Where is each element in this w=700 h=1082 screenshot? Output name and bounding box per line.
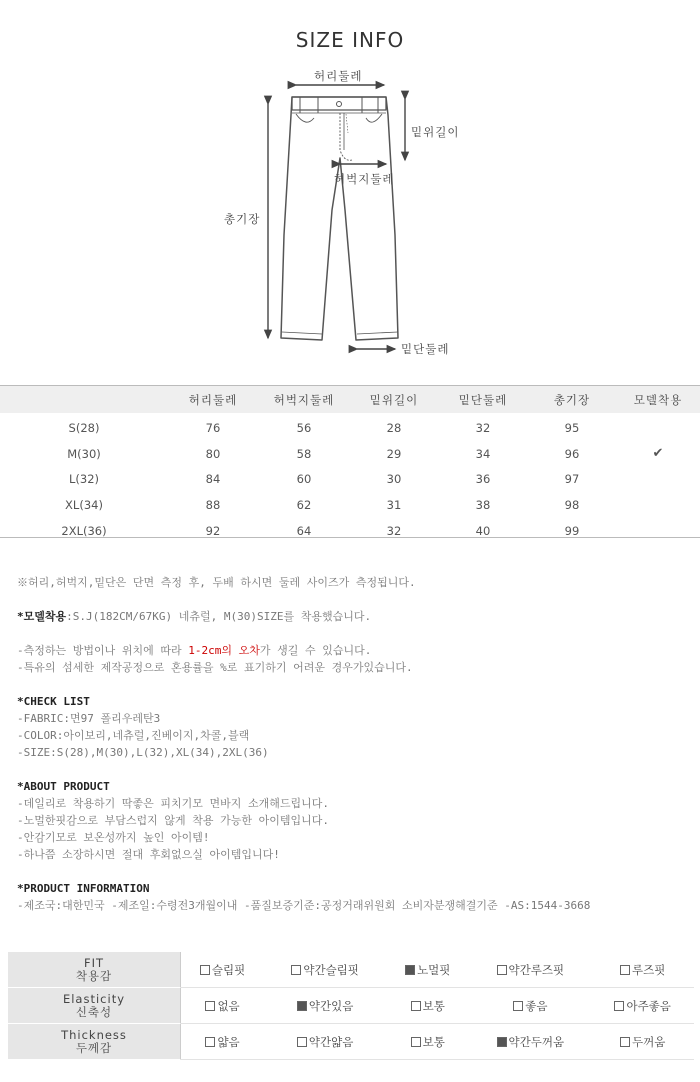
error-text: -측정하는 방법이나 위치에 따라 (17, 644, 189, 657)
rise-label: 밑위길이 (411, 125, 460, 139)
fit-option (591, 1024, 694, 1060)
fit-option (591, 988, 694, 1024)
fit-option (591, 952, 694, 988)
info-line: -제조국:대한민국 -제조일:수령전3개월이내 -품질보증기준:공정거래위원회 소비자분쟁해결기준 -AS:1544-3668 (17, 899, 591, 912)
fit-option-label: 두꺼움 (632, 1034, 666, 1049)
waist-cell: 84 (205, 472, 221, 487)
page-title: SIZE INFO (295, 28, 405, 52)
about-line: -노멀한핏감으로 부담스럽지 않게 착용 가능한 아이템입니다. (17, 814, 330, 827)
fit-option (264, 988, 386, 1024)
unchecked-box-icon (497, 965, 507, 975)
checked-box-icon (405, 965, 415, 975)
fit-row-label (8, 952, 181, 988)
rise-cell: 31 (386, 498, 402, 513)
fit-option-label: 약간두꺼움 (508, 1034, 565, 1049)
hem-cell: 32 (475, 420, 491, 435)
thigh-cell: 58 (296, 446, 312, 461)
error-note (17, 642, 687, 659)
model-cell (616, 492, 700, 518)
fit-option-label: 슬림핏 (211, 962, 246, 977)
fit-option-label: 보통 (422, 1034, 445, 1049)
waist-cell: 80 (205, 446, 221, 461)
length-cell: 98 (564, 498, 580, 513)
thigh-cell: 62 (296, 498, 312, 513)
model-cell (616, 413, 700, 441)
size-cell: L(32) (68, 472, 99, 487)
label-ko: 신축성 (75, 1004, 113, 1019)
checked-box-icon (297, 1001, 307, 1011)
hem-cell: 40 (475, 524, 491, 539)
length-cell: 96 (564, 446, 580, 461)
header-cell: 허리둘레 (168, 386, 258, 414)
info-heading: *PRODUCT INFORMATION (17, 882, 150, 895)
fit-option (386, 1024, 469, 1060)
label-ko: 두께감 (75, 1040, 113, 1055)
rise-cell: 32 (386, 524, 402, 539)
unchecked-box-icon (411, 1037, 421, 1047)
measure-note: ※허리,허벅지,밑단은 단면 측정 후, 두배 하시면 둘레 사이즈가 측정됩니다. (17, 576, 416, 589)
hem-cell: 34 (475, 446, 491, 461)
size-cell: XL(34) (65, 498, 103, 513)
table-row (0, 467, 700, 493)
unchecked-box-icon (297, 1037, 307, 1047)
size-cell: S(28) (68, 420, 100, 435)
about-line: -안감기모로 보온성까지 높인 아이템! (17, 831, 210, 844)
label-en: Elasticity (62, 991, 126, 1006)
fit-option-label: 노멀핏 (417, 962, 451, 977)
header-cell: 밑위길이 (350, 386, 438, 414)
waist-cell: 76 (205, 420, 221, 435)
size-table-header (0, 386, 700, 414)
about-line: -하나쯤 소장하시면 절대 후회없으실 아이템입니다! (17, 848, 280, 861)
error-highlight: 1-2cm의 오차 (188, 644, 260, 657)
fit-option (264, 1024, 386, 1060)
model-text: :S.J(182CM/67KG) 네츄럴, M(30)SIZE를 착용했습니다. (66, 610, 372, 623)
length-label: 총기장 (224, 212, 261, 226)
fit-option (386, 952, 469, 988)
size-cell: M(30) (67, 446, 101, 461)
fit-option-label: 약간루즈핏 (508, 962, 565, 977)
blend-note: -특유의 섬세한 제작공정으로 혼용률을 %로 표기하기 어려운 경우가있습니다. (17, 661, 413, 674)
fit-option (469, 952, 591, 988)
fit-option-label: 루즈핏 (632, 962, 666, 977)
hem-cell: 36 (475, 472, 491, 487)
size-line: -SIZE:S(28),M(30),L(32),XL(34),2XL(36) (17, 746, 269, 759)
fit-option (264, 952, 386, 988)
header-cell: 모델착용 (616, 386, 700, 414)
about-heading: *ABOUT PRODUCT (17, 780, 110, 793)
fit-option (469, 988, 591, 1024)
rise-cell: 30 (386, 472, 402, 487)
length-cell: 97 (564, 472, 580, 487)
fit-table (8, 952, 694, 1060)
unchecked-box-icon (200, 965, 210, 975)
fit-option (469, 1024, 591, 1060)
label-ko: 착용감 (75, 968, 113, 983)
fit-row-label (8, 1024, 181, 1060)
waist-cell: 92 (205, 524, 221, 539)
hem-label: 밑단둘레 (401, 342, 450, 356)
model-heading: *모델착용 (17, 610, 67, 623)
table-row (0, 413, 700, 441)
fit-row (8, 952, 694, 988)
fit-row-label (8, 988, 181, 1024)
header-cell: 총기장 (528, 386, 616, 414)
length-cell: 95 (564, 420, 580, 435)
divider (0, 537, 700, 538)
thigh-label: 허벅지둘레 (334, 172, 395, 186)
label-en: FIT (83, 955, 105, 970)
fit-option (386, 988, 469, 1024)
unchecked-box-icon (620, 965, 630, 975)
fit-option-label: 좋음 (525, 998, 548, 1013)
fit-option (181, 1024, 264, 1060)
unchecked-box-icon (614, 1001, 624, 1011)
error-text-end: 가 생길 수 있습니다. (259, 644, 372, 657)
thigh-cell: 56 (296, 420, 312, 435)
header-cell (0, 386, 168, 414)
model-cell (616, 518, 700, 547)
table-row (0, 492, 700, 518)
fit-option (181, 988, 264, 1024)
unchecked-box-icon (205, 1037, 215, 1047)
size-table (0, 385, 700, 547)
model-check-icon: ✔ (652, 446, 664, 462)
rise-cell: 28 (386, 420, 402, 435)
pants-outline (281, 97, 398, 340)
waist-label: 허리둘레 (314, 69, 363, 83)
product-notes (17, 574, 687, 914)
fit-option-label: 아주좋음 (626, 998, 671, 1013)
fit-option-label: 없음 (217, 998, 240, 1013)
model-cell (616, 467, 700, 493)
header-cell: 허벅지둘레 (258, 386, 350, 414)
unchecked-box-icon (291, 965, 301, 975)
checked-box-icon (497, 1037, 507, 1047)
unchecked-box-icon (513, 1001, 523, 1011)
unchecked-box-icon (205, 1001, 215, 1011)
fit-row (8, 988, 694, 1024)
fit-row (8, 1024, 694, 1060)
header-cell: 밑단둘레 (438, 386, 528, 414)
fit-option-label: 약간슬림핏 (303, 962, 359, 977)
thigh-cell: 64 (296, 524, 312, 539)
fabric-line: -FABRIC:면97 폴리우레탄3 (17, 712, 161, 725)
fit-option-label: 약간있음 (308, 998, 354, 1013)
check-list-heading: *CHECK LIST (17, 695, 90, 708)
table-row (0, 441, 700, 467)
size-cell: 2XL(36) (61, 524, 107, 539)
hem-cell: 38 (475, 498, 491, 513)
fit-option-label: 약간얇음 (308, 1034, 354, 1049)
length-cell: 99 (564, 524, 580, 539)
fit-option-label: 얇음 (217, 1034, 240, 1049)
label-en: Thickness (61, 1027, 127, 1042)
waist-cell: 88 (205, 498, 221, 513)
table-row (0, 518, 700, 547)
unchecked-box-icon (411, 1001, 421, 1011)
about-line: -데일리로 착용하기 딱좋은 피치기모 면바지 소개해드립니다. (17, 797, 330, 810)
fit-option (181, 952, 264, 988)
thigh-cell: 60 (296, 472, 312, 487)
rise-cell: 29 (386, 446, 402, 461)
model-wearing (17, 608, 687, 625)
fit-option-label: 보통 (422, 998, 445, 1013)
color-line: -COLOR:아이보리,네츄럴,진베이지,차콜,블랙 (17, 729, 250, 742)
unchecked-box-icon (620, 1037, 630, 1047)
